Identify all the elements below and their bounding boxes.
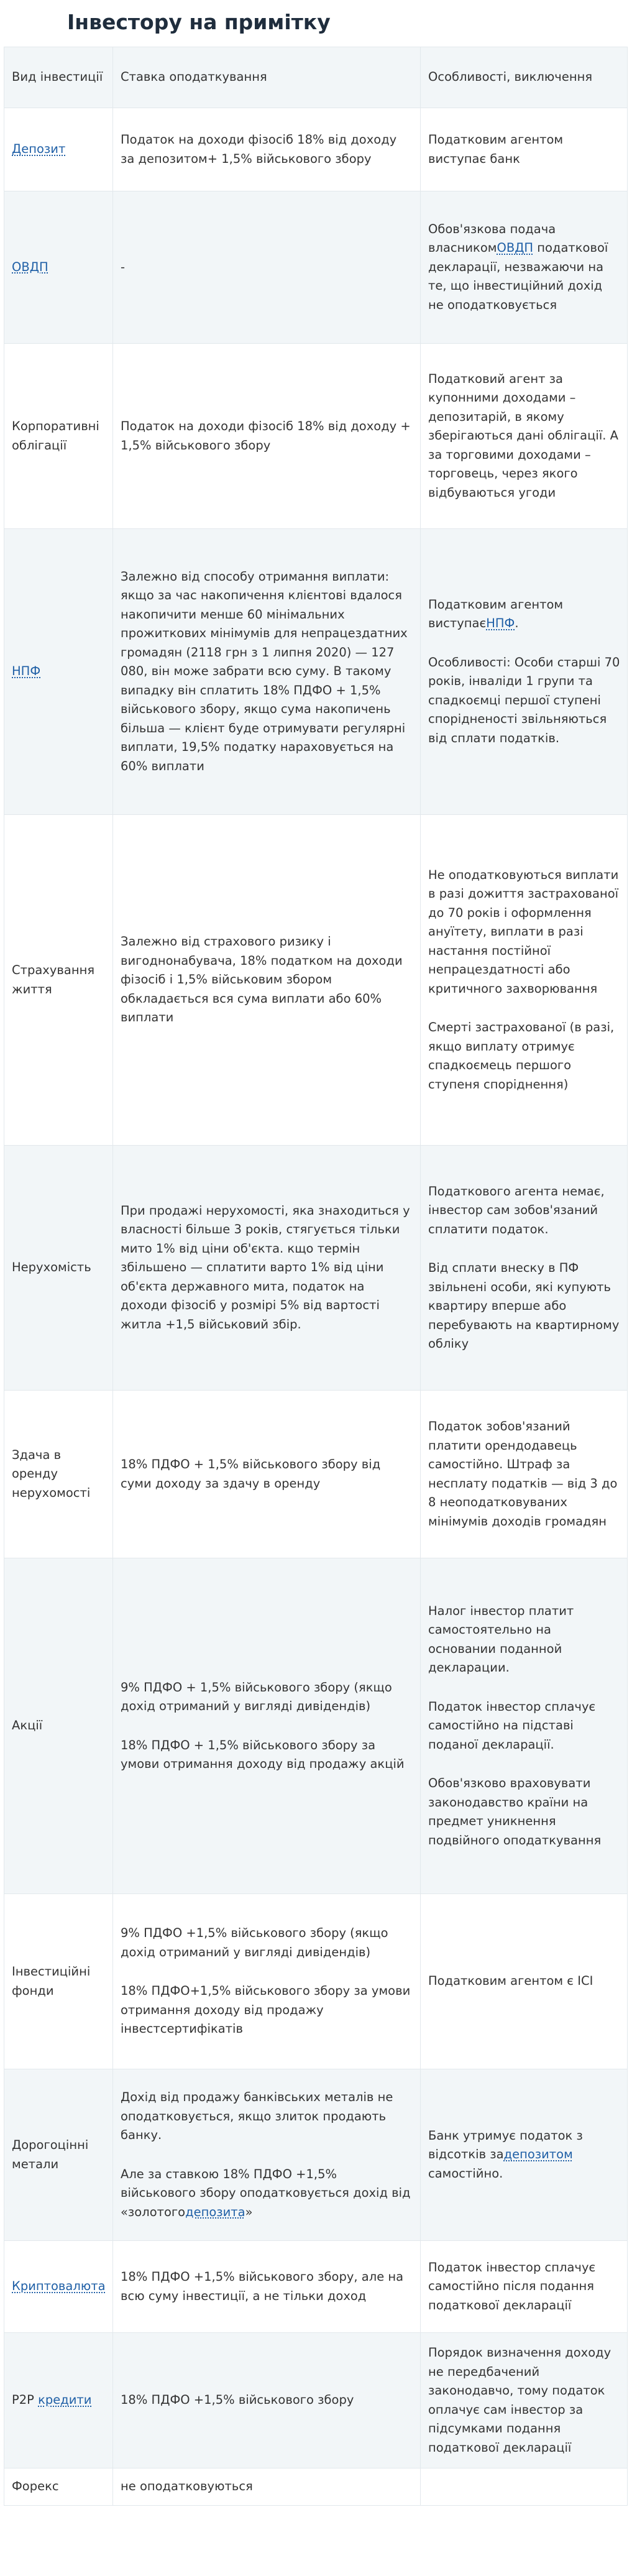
notes-text: Податок зобов'язаний платити орендодавець самостійно. Штраф за несплату податків — від 3 до 8 неоподатковуваних мінімумів доходів громадян xyxy=(428,1419,618,1529)
notes-text: Порядок визначення доходу не передбачений законодавчо, тому податок оплачує сам інвестор за підсумками подання податкової декларації xyxy=(428,2345,611,2455)
type-cell xyxy=(4,2468,113,2506)
table-header-row xyxy=(4,47,628,108)
table-row xyxy=(4,1391,628,1558)
type-text: Форекс xyxy=(12,2479,59,2494)
rate-cell xyxy=(113,191,421,344)
notes-text: Податковий агент за купонними доходами – депозитарій, в якому зберігаються дані облігації. А за торговими доходами – торговець, через якого відбуваються угоди xyxy=(428,371,618,500)
table-row xyxy=(4,191,628,344)
notes-paragraph: Смерті застрахованої (в разі, якщо виплату отримує спадкоємець першого ступеня споріднення) xyxy=(428,1020,615,1092)
rate-text: Але за ставкою 18% ПДФО +1,5% військового збору оподатковується дохід від «золотого xyxy=(121,2166,411,2219)
rate-paragraph: 18% ПДФО + 1,5% військового збору за умови отримання доходу від продажу акцій xyxy=(121,1737,405,1771)
rate-cell xyxy=(113,108,421,191)
notes-text: Податковим агентом виступає банк xyxy=(428,132,564,166)
paragraph-gap xyxy=(121,2145,414,2165)
notes-cell xyxy=(421,2241,628,2333)
notes-text: Податковим агентом виступає xyxy=(428,597,564,631)
rate-text: 18% ПДФО + 1,5% військового збору від суми доходу за здачу в оренду xyxy=(121,1457,381,1491)
rate-cell xyxy=(113,344,421,529)
rate-text: не оподатковуються xyxy=(121,2479,253,2494)
paragraph-gap xyxy=(428,998,621,1018)
rate-text: - xyxy=(121,259,126,274)
rate-cell xyxy=(113,1146,421,1391)
table-row xyxy=(4,2333,628,2468)
type-cell xyxy=(4,2241,113,2333)
table-row xyxy=(4,2241,628,2333)
notes-text: самостійно. xyxy=(428,2166,503,2181)
header-type: Вид інвестиції xyxy=(4,47,113,108)
rate-text: » xyxy=(245,2204,253,2219)
paragraph-gap xyxy=(428,633,621,653)
notes-text: податкової декларації, незважаючи на те, що інвестиційний дохід не оподатковується xyxy=(428,241,608,312)
ovdp-inline-link[interactable]: ОВДП xyxy=(497,241,534,255)
rate-paragraph: 18% ПДФО+1,5% військового збору за умови отримання доходу від продажу інвестсертифікатів xyxy=(121,1984,411,2036)
notes-cell xyxy=(421,2333,628,2468)
rate-text: Залежно від страхового ризику і вигоднонабувача, 18% податком на доходи фізосіб і 1,5% військовим збором обкладається вся сума виплати або 60% виплати xyxy=(121,934,403,1025)
rate-text: Залежно від способу отримання виплати: якщо за час накопичення клієнтові вдалося накопичити менше 60 мінімальних прожиткових мінімумів для непрацездатних громадян (2118 грн з 1 липня 2020) — 127 080, він може забрати всю суму. В такому випадку він сплатить 18% ПДФО + 1,5% військового збору, якщо сума накопичень більша — клієнт буде отримувати регулярні виплати, 19,5% податку нараховується на 60% виплати xyxy=(121,569,408,773)
page-title: Інвестору на примітку xyxy=(67,10,331,34)
table-row xyxy=(4,1558,628,1894)
rate-text: Податок на доходи фізосіб 18% від доходу за депозитом+ 1,5% військового збору xyxy=(121,132,397,166)
deposit-link[interactable]: Депозит xyxy=(12,142,66,157)
notes-cell xyxy=(421,1558,628,1894)
header-notes: Особливості, виключення xyxy=(421,47,628,108)
rate-text: 18% ПДФО +1,5% військового збору, але на всю суму інвестиції, а не тільки доход xyxy=(121,2270,404,2303)
rate-cell xyxy=(113,529,421,815)
notes-cell xyxy=(421,191,628,344)
type-cell xyxy=(4,108,113,191)
deposit-notes-link[interactable]: депозитом xyxy=(503,2147,573,2162)
type-cell xyxy=(4,1894,113,2069)
type-text: Страхування життя xyxy=(12,963,95,996)
rate-cell xyxy=(113,2333,421,2468)
notes-paragraph: Обов'язково враховувати законодавство країни на предмет уникнення подвійного оподаткування xyxy=(428,1776,602,1847)
paragraph-gap xyxy=(121,1716,414,1736)
rate-text: Податок на доходи фізосіб 18% від доходу + 1,5% військового збору xyxy=(121,419,411,453)
table-row xyxy=(4,108,628,191)
type-text: Корпоративні облігації xyxy=(12,419,99,453)
header-rate: Ставка оподаткування xyxy=(113,47,421,108)
rate-paragraph: 9% ПДФО + 1,5% військового збору (якщо дохід отриманий у вигляді дивідендів) xyxy=(121,1680,392,1713)
notes-cell xyxy=(421,1894,628,2069)
rate-text: 18% ПДФО +1,5% військового збору xyxy=(121,2393,354,2408)
notes-cell xyxy=(421,1146,628,1391)
table-row xyxy=(4,1146,628,1391)
crypto-link[interactable]: Криптовалюта xyxy=(12,2279,106,2294)
notes-cell xyxy=(421,815,628,1146)
table-row xyxy=(4,815,628,1146)
npf-inline-link[interactable]: НПФ xyxy=(486,616,515,631)
rate-cell xyxy=(113,1558,421,1894)
table-row xyxy=(4,2468,628,2506)
table-row xyxy=(4,529,628,815)
type-text: Нерухомість xyxy=(12,1260,91,1275)
notes-text: Обов'язкова подача власником xyxy=(428,221,556,255)
type-cell xyxy=(4,191,113,344)
type-cell xyxy=(4,1391,113,1558)
type-cell xyxy=(4,1558,113,1894)
table-row xyxy=(4,344,628,529)
rate-cell xyxy=(113,2069,421,2241)
notes-text: Податковим агентом є ІСІ xyxy=(428,1974,593,1989)
npf-link[interactable]: НПФ xyxy=(12,664,41,679)
notes-paragraph: Не оподатковуються виплати в разі дожиття застрахованої до 70 років і оформлення ануїтету, виплати в разі настання постійної непрацездатності або критичного захворювання xyxy=(428,867,619,996)
investment-tax-table xyxy=(4,47,628,2506)
table-row xyxy=(4,2069,628,2241)
rate-cell xyxy=(113,1391,421,1558)
notes-paragraph: Особливості: Особи старші 70 років, інваліди 1 групи та спадкоємці першої ступені спорідненості звільняються від сплати податків. xyxy=(428,655,620,745)
rate-paragraph: Дохід від продажу банківських металів не оподатковується, якщо злиток продають банку. xyxy=(121,2090,393,2142)
type-cell xyxy=(4,344,113,529)
notes-cell xyxy=(421,344,628,529)
notes-text: . xyxy=(515,616,519,631)
rate-paragraph: 9% ПДФО +1,5% військового збору (якщо дохід отриманий у вигляді дивідендів) xyxy=(121,1926,388,1959)
rate-text: При продажі нерухомості, яка знаходиться у власності більше 3 років, стягується тільки мито 1% від ціни об'єкта. кщо термін збільшено — сплатити варто 1% від ціни об'єкта державного мита, податок на доходи фізосіб у розмірі 5% від вартості житла +1,5 військовий збір. xyxy=(121,1203,410,1332)
rate-paragraph xyxy=(121,2165,414,2222)
notes-text: Банк утримує податок з відсотків за xyxy=(428,2128,583,2162)
paragraph-gap xyxy=(121,1962,414,1982)
table-row xyxy=(4,1894,628,2069)
type-cell xyxy=(4,2333,113,2468)
paragraph-gap xyxy=(428,1754,621,1774)
type-cell xyxy=(4,1146,113,1391)
rate-cell xyxy=(113,1894,421,2069)
notes-paragraph xyxy=(428,596,621,633)
notes-cell xyxy=(421,108,628,191)
notes-paragraph: Від сплати внеску в ПФ звільнені особи, які купують квартиру вперше або перебувають на квартирному обліку xyxy=(428,1261,620,1351)
rate-cell xyxy=(113,2468,421,2506)
notes-text: Податок інвестор сплачує самостійно після подання податкової декларації xyxy=(428,2260,596,2312)
paragraph-gap xyxy=(428,1678,621,1698)
rate-cell xyxy=(113,2241,421,2333)
type-cell xyxy=(4,815,113,1146)
deposit-inline-link[interactable]: депозита xyxy=(185,2204,245,2219)
notes-cell xyxy=(421,1391,628,1558)
notes-paragraph: Налог інвестор платит самостоятельно на основании поданной декларации. xyxy=(428,1603,574,1675)
type-text: Інвестиційні фонди xyxy=(12,1964,91,1998)
type-cell xyxy=(4,529,113,815)
type-text: P2P xyxy=(12,2393,39,2408)
type-text: Здача в оренду нерухомості xyxy=(12,1447,91,1500)
credits-link[interactable]: кредити xyxy=(38,2393,92,2408)
notes-paragraph: Податкового агента немає, інвестор сам зобов'язаний сплатити податок. xyxy=(428,1184,605,1236)
paragraph-gap xyxy=(428,1239,621,1259)
ovdp-link[interactable]: ОВДП xyxy=(12,259,48,274)
notes-paragraph: Податок інвестор сплачує самостійно на підставі поданої декларації. xyxy=(428,1699,596,1752)
type-text: Дорогоцінні метали xyxy=(12,2138,89,2171)
notes-cell xyxy=(421,529,628,815)
type-text: Акції xyxy=(12,1718,43,1733)
notes-cell xyxy=(421,2069,628,2241)
rate-cell xyxy=(113,815,421,1146)
notes-cell xyxy=(421,2468,628,2506)
type-cell xyxy=(4,2069,113,2241)
